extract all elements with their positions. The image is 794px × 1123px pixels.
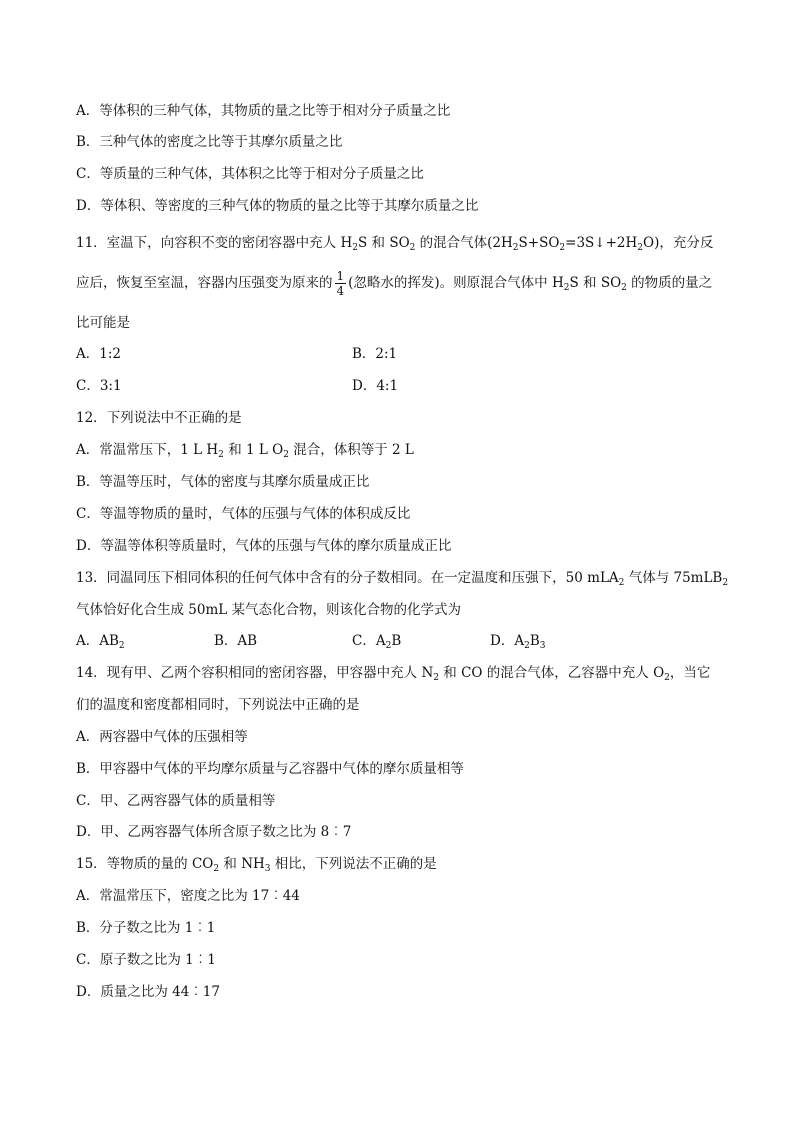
text-run: A．常温常压下，密度之比为 17︰44 [76,888,300,904]
text-run: 12．下列说法中不正确的是 [76,410,242,426]
formula: B [391,633,402,649]
text-run: O)，充分反 [643,235,714,251]
option-label: C． [76,378,100,394]
formula: A [375,633,386,649]
text-run: A．两容器中气体的压强相等 [76,729,248,745]
q14-option-b [76,760,734,778]
text-run: S+SO [518,235,560,251]
formula: AB [99,633,119,649]
text-run: 相比，下列说法不正确的是 [270,856,437,872]
text-run: C．甲、乙两容器气体的质量相等 [76,793,276,809]
option-label: A． [76,346,100,362]
q13-option-a [76,632,214,650]
q11-options-row2 [76,377,734,395]
q13-stem-line1: 13．同温同压下相同体积的任何气体中含有的分子数相同。在一定温度和压强下，50 mLA$_2$ 气体与 75mLB$_2$ [76,570,729,588]
formula: A [514,633,525,649]
text-run: B．等温等压时，气体的密度与其摩尔质量成正比 [76,474,370,490]
text-run: 们的温度和密度都相同时，下列说法中正确的是 [76,697,360,713]
q11-option-b [352,345,397,363]
formula-subscript: 2 [385,641,392,651]
option-text: 1:2 [99,346,121,362]
text-run: 混合，体积等于 2 L [288,442,414,458]
text-run: 13．同温同压下相同体积的任何气体中含有的分子数相同。在一定温度和压强下，50 mLA [76,570,619,586]
option-text: 2:1 [375,346,398,362]
text-run: 气体恰好化合生成 50mL 某气态化合物，则该化合物的化学式为 [76,602,462,618]
option-text: 等质量的三种气体，其体积之比等于相对分子质量之比 [99,166,424,182]
q15-stem: 15．等物质的量的 $CO_2$ 和 $NH_3$ 相比，下列说法不正确的是 [76,856,437,874]
text-run: 和 CO 的混合气体，乙容器中充人 O [439,665,665,681]
q13-option-b [214,632,352,650]
text-run: S 和 SO [357,235,410,251]
text-run: 和 1 L O [223,442,284,458]
text-run: B．分子数之比为 1︰1 [76,920,216,936]
q11-options-row1 [76,345,734,363]
q14-option-c [76,792,734,810]
q13-option-c [352,632,490,650]
fraction-numerator: 1 [336,269,345,283]
option-text: 等体积、等密度的三种气体的物质的量之比等于其摩尔质量之比 [100,198,479,214]
fraction-one-quarter [335,269,347,298]
fraction-denominator: 4 [336,284,345,298]
q10-option-d [76,197,734,215]
text-run: 和 NH [219,856,265,872]
q15-option-a [76,887,734,905]
text-run: 11．室温下，向容积不变的密闭容器中充人 H [76,235,353,251]
formula-subscript: 2 [524,641,530,651]
q11-stem-line3 [76,314,734,332]
q14-option-a [76,728,734,746]
q12-option-a: A．常温常压下，1 L $H_2$ 和 1 L $O_2$ 混合，体积等于 2 L [76,442,414,460]
q15-option-b [76,919,734,937]
text-run: 的混合气体(2H [415,235,513,251]
option-text: 4:1 [376,378,399,394]
q10-option-b [76,133,734,151]
text-run: 应后，恢复至室温，容器内压强变为原来的 [76,275,333,291]
text-run: ，当它 [669,665,711,681]
text-run: 气体与 75mLB [624,570,723,586]
text-run: B．甲容器中气体的平均摩尔质量与乙容器中气体的摩尔质量相等 [76,761,464,777]
option-label: D． [352,378,377,394]
q11-stem-line2: 应后，恢复至室温，容器内压强变为原来的 $\frac{1}{4}$ (忽略水的挥发)。则原混合气体中 $H_2S$ 和 $SO_2$ 的物质的量之 [76,269,713,298]
text-run: C．原子数之比为 1︰1 [76,952,216,968]
q11-stem-line1: 11．室温下，向容积不变的密闭容器中充人 $H_2S$ 和 $SO_2$ 的混合气体$(2H_2S+SO_2=3S↓+2H_2O)$，充分反 [76,235,714,253]
text-run: =3S↓+2H [565,235,638,251]
q12-stem [76,409,734,427]
q13-option-d [490,632,628,650]
option-label: B． [214,633,238,649]
text-run: 的物质的量之 [626,275,713,291]
q13-options [76,632,734,650]
formula-subscript: 2 [118,641,125,651]
formula: B [529,633,540,649]
option-label: B． [352,346,376,362]
q14-stem-line2 [76,696,734,714]
text-run: 14．现有甲、乙两个容积相同的密闭容器，甲容器中充人 N [76,665,434,681]
q10-option-a [76,102,734,120]
option-label: D． [490,633,515,649]
option-label: A． [76,103,100,119]
option-text: 三种气体的密度之比等于其摩尔质量之比 [99,134,343,150]
formula: AB [237,633,258,649]
q12-option-d [76,537,734,555]
text-run: C．等温等物质的量时，气体的压强与气体的体积成反比 [76,506,411,522]
q13-stem-line2 [76,601,734,619]
option-text: 等体积的三种气体，其物质的量之比等于相对分子质量之比 [99,103,451,119]
text-run: (忽略水的挥发)。则原混合气体中 H [348,275,564,291]
option-text: 3:1 [99,378,122,394]
q12-option-b [76,473,734,491]
option-label: A． [76,633,100,649]
q14-option-d [76,823,734,841]
q14-stem-line1: 14．现有甲、乙两个容积相同的密闭容器，甲容器中充人 $N_2$ 和 CO 的混合气体，乙容器中充人 $O_2$，当它 [76,665,711,683]
option-label: C． [352,633,376,649]
text-run: 比可能是 [76,315,130,331]
text-run: D．质量之比为 44︰17 [76,984,220,1000]
option-label: B． [76,134,100,150]
q15-option-c [76,951,734,969]
q15-option-d [76,983,734,1001]
q12-option-c [76,505,734,523]
text-run: S 和 SO [569,275,622,291]
text-run: D．等温等体积等质量时，气体的压强与气体的摩尔质量成正比 [76,538,452,554]
q10-option-c [76,165,734,183]
text-run: 15．等物质的量的 CO [76,856,214,872]
option-label: D． [76,198,101,214]
text-run: D．甲、乙两容器气体所含原子数之比为 8︰7 [76,824,352,840]
q11-option-d [352,377,398,395]
option-label: C． [76,166,100,182]
formula-subscript: 3 [539,641,546,651]
text-run: A．常温常压下，1 L H [76,442,219,458]
